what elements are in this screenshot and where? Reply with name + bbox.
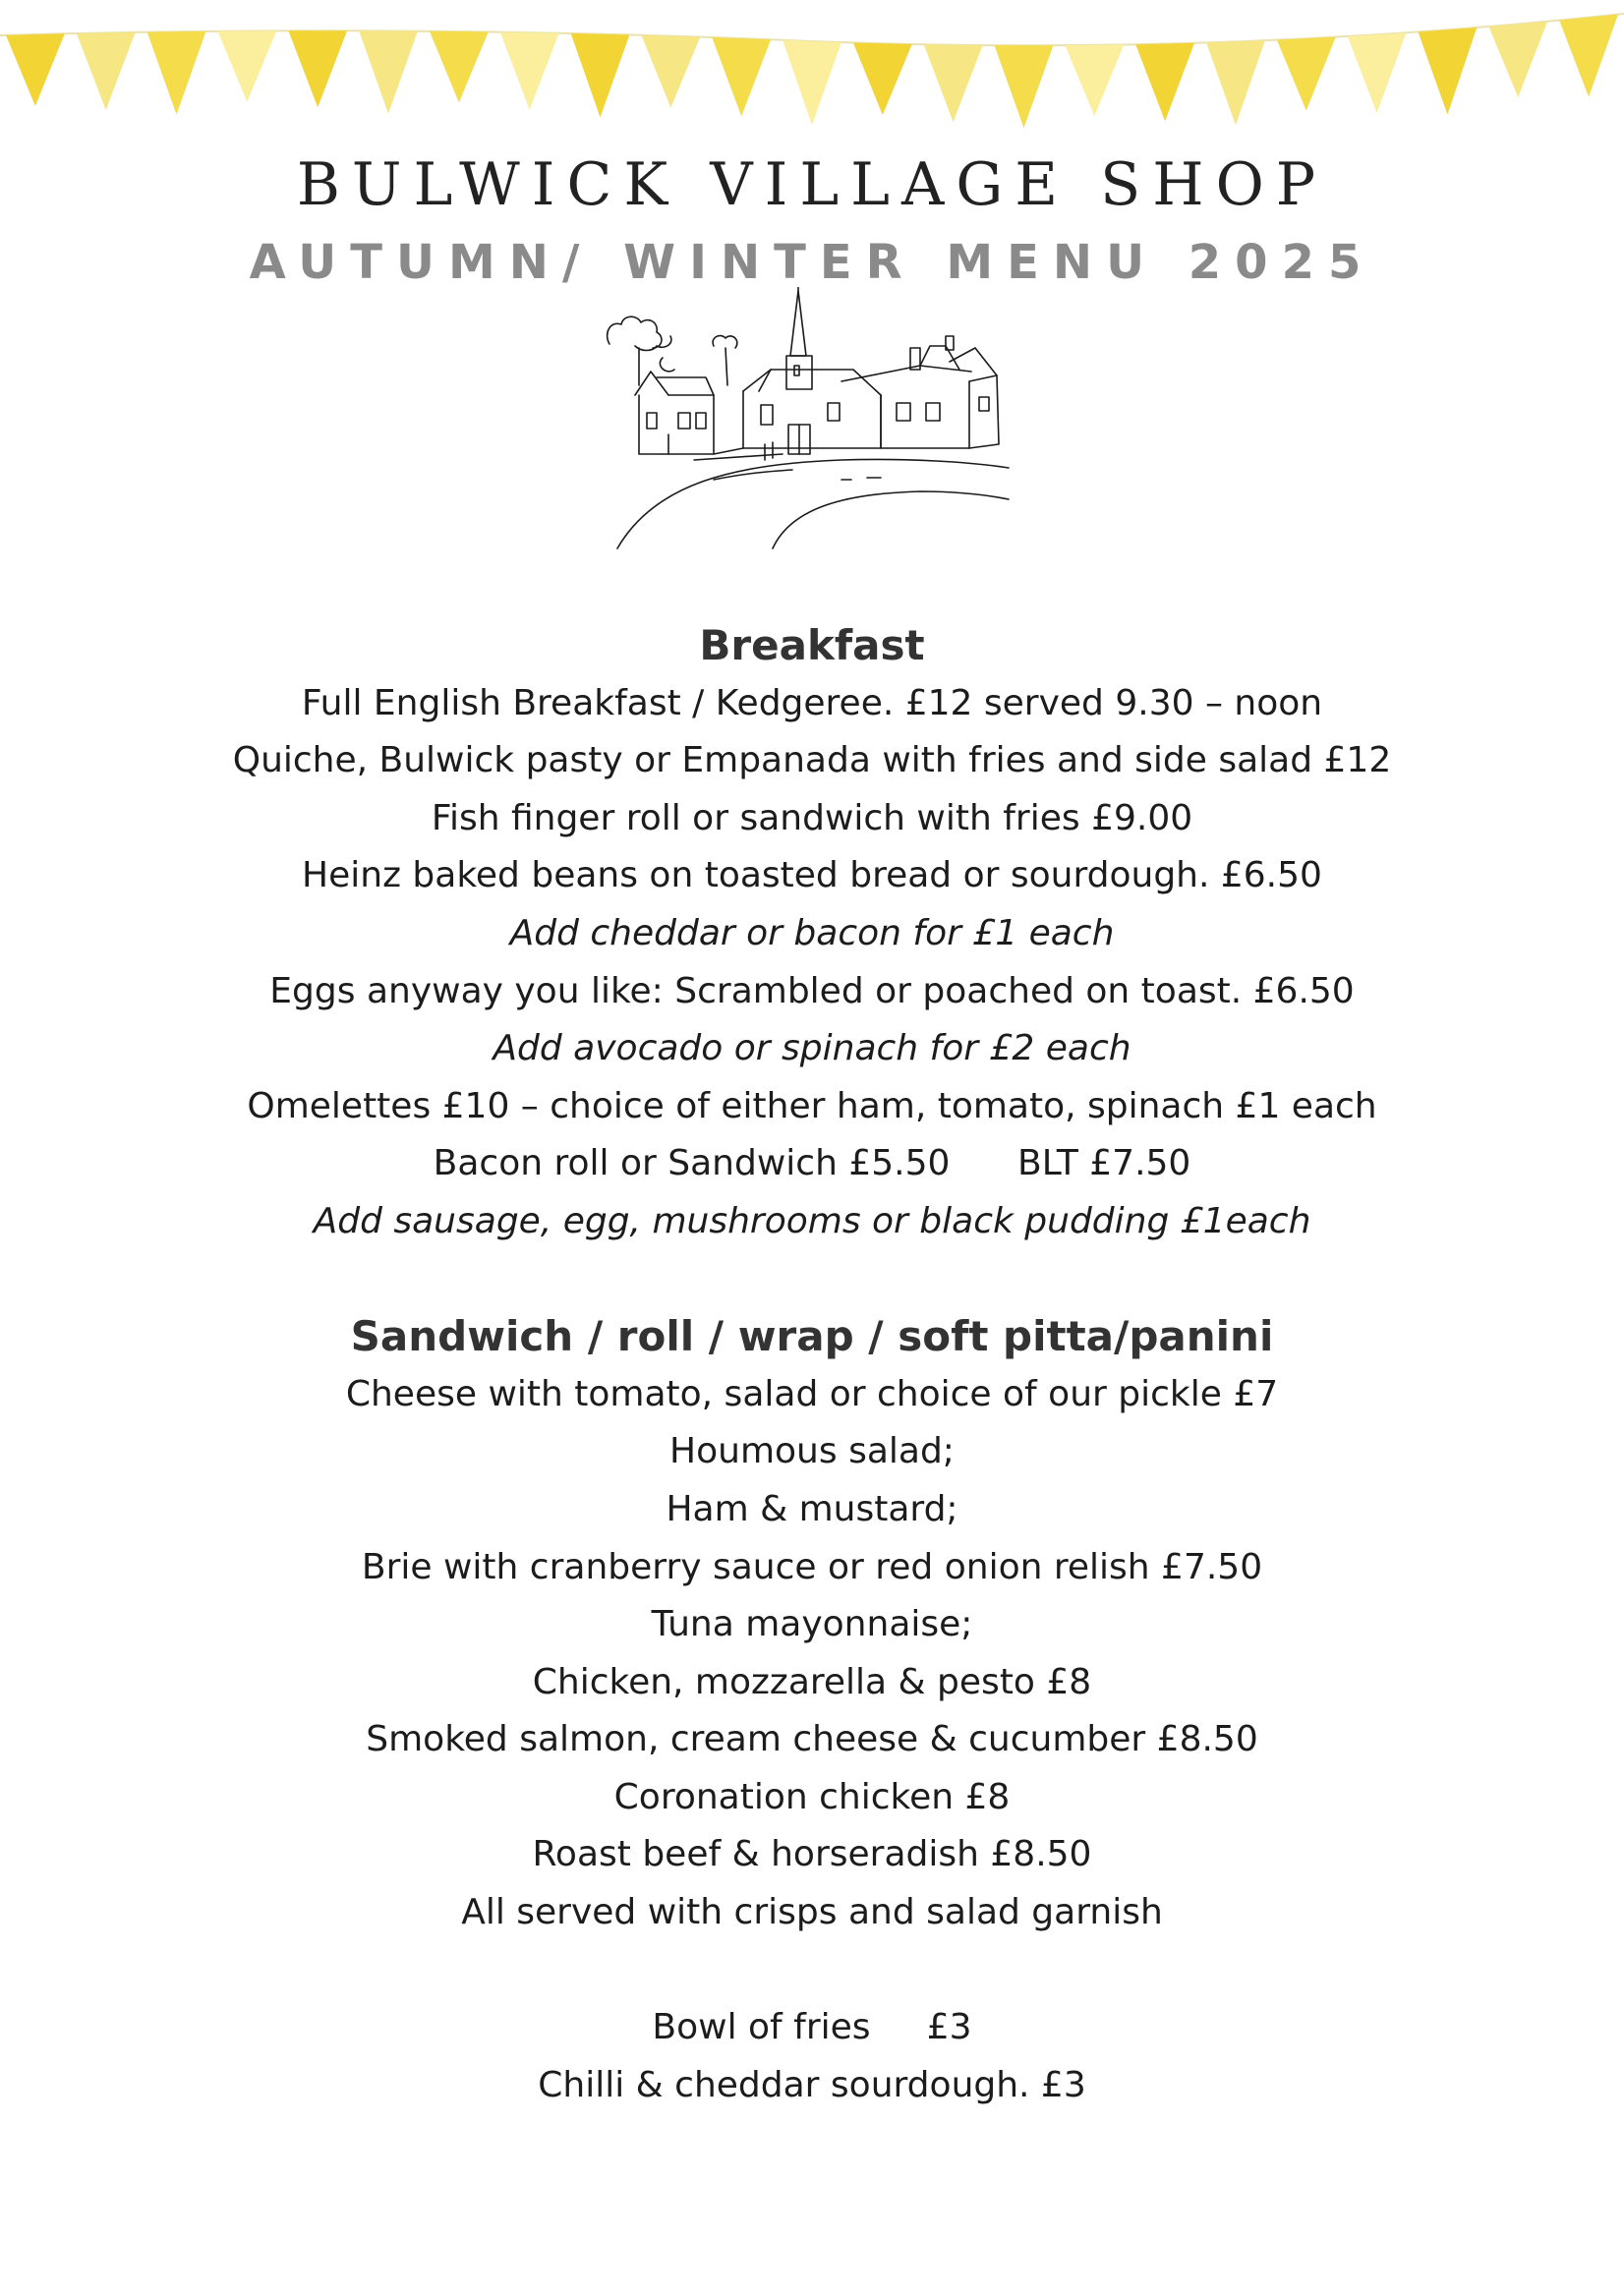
menu-item: Chicken, mozzarella & pesto £8 [532,1661,1092,1702]
bunting-flag [571,33,630,117]
menu-item: Bowl of fries £3 [652,2007,972,2048]
bunting-flag [1277,37,1336,111]
bunting-flag [147,31,206,115]
bunting-flag [359,30,418,113]
bunting-flag [853,42,912,115]
bunting-flag [430,31,489,103]
menu-title: AUTUMN/ WINTER MENU 2025 [249,235,1375,290]
bunting-flag [288,30,347,107]
menu-item: Brie with cranberry sauce or red onion relish £7.50 [361,1546,1263,1587]
bunting-decoration [0,0,1624,147]
menu-item: Cheese with tomato, salad or choice of our pickle £7 [345,1373,1279,1414]
menu-item: Smoked salmon, cream cheese & cucumber £8.50 [366,1719,1258,1760]
bunting-flag [924,44,983,122]
bunting-flag [712,37,771,116]
menu-item: Fish finger roll or sandwich with fries £9.00 [431,797,1193,838]
bunting-flag [217,30,276,101]
menu-item: Ham & mustard; [666,1488,958,1529]
bunting-flag [995,45,1054,128]
menu-item: Houmous salad; [669,1431,955,1472]
menu-item: Heinz baked beans on toasted bread or sourdough. £6.50 [302,855,1322,896]
bunting-flag [641,35,700,108]
menu-item: Eggs anyway you like: Scrambled or poached on toast. £6.50 [269,970,1355,1011]
bunting-flag [1488,22,1547,97]
section-spacer [0,1942,1624,2000]
menu-item: Chilli & cheddar sourdough. £3 [538,2064,1086,2105]
menu-body [0,617,1624,2114]
section-spacer [0,1251,1624,1309]
menu-addon: Add avocado or spinach for £2 each [493,1028,1131,1069]
bunting-flag [1419,28,1478,114]
breakfast-heading: Breakfast [699,621,925,669]
bunting-flag [1135,43,1194,121]
shop-name: BULWICK VILLAGE SHOP [296,150,1328,219]
menu-note: All served with crisps and salad garnish [461,1892,1163,1933]
menu-item: Bacon roll or Sandwich £5.50 BLT £7.50 [433,1143,1191,1184]
bunting-flag [77,32,136,110]
menu-addon: Add sausage, egg, mushrooms or black pudding £1each [313,1200,1311,1241]
sandwich-heading: Sandwich / roll / wrap / soft pitta/panini [350,1312,1274,1361]
bunting-flag [6,33,65,106]
menu-item: Roast beef & horseradish £8.50 [532,1834,1092,1875]
menu-addon: Add cheddar or bacon for £1 each [509,912,1115,953]
bunting-flag [500,32,559,110]
menu-item: Full English Breakfast / Kedgeree. £12 served 9.30 – noon [301,682,1323,723]
bunting-flag [1559,15,1618,97]
menu-item: Coronation chicken £8 [613,1776,1011,1817]
bunting-flag [1348,32,1407,113]
bunting-flag [1206,40,1265,125]
menu-item: Quiche, Bulwick pasty or Empanada with fries and side salad £12 [232,740,1392,781]
menu-item: Omelettes £10 – choice of either ham, tomato, spinach £1 each [247,1085,1377,1126]
bunting-flag [1065,44,1124,116]
bunting-flag [783,40,841,125]
village-church-illustration [596,287,1013,550]
menu-item: Tuna mayonnaise; [651,1604,973,1645]
